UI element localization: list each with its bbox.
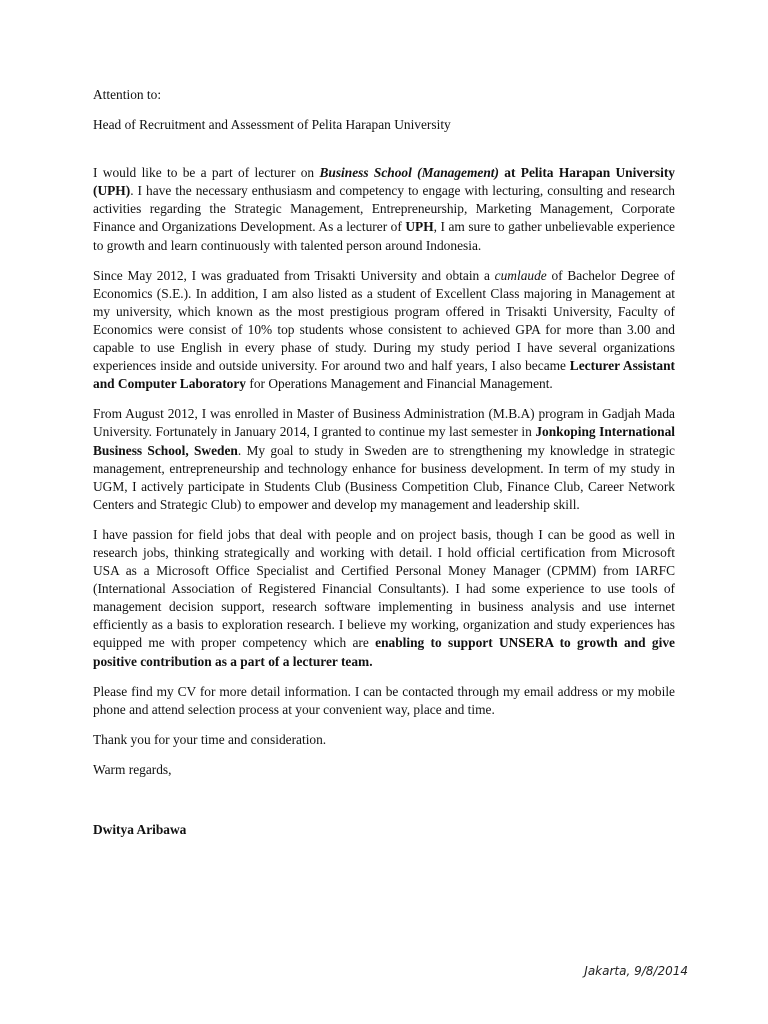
text-run: I have passion for field jobs that deal with people and on project basis, though I can be good as well in research jobs, thinking strategically and working with detail. I hold official certification from Microsoft USA as a Microsoft Office Specialist and Certified Personal Money Manager (CPMM) from IARFC (International Association of Registered Financial Consultants). I had some experience to use tools of management decision support, research software implementing in business analysis and use internet efficiently as a basis to exploration research. I believe my working, organization and study experiences has equipped me with proper competency which are [93,526,675,651]
text-run: Since May 2012, I was graduated from Trisakti University and obtain a [93,267,495,283]
emphasis-school: Business School (Management) [319,165,499,181]
paragraph-masters [93,405,675,514]
attention-line: Attention to: [93,87,162,102]
signature-text: Dwitya Aribawa [93,822,187,837]
text-run: . My goal to study in Sweden are to strengthening my knowledge in strategic management, entrepreneurship and technology enhance for business development. In term of my study in UGM, I actively participate in Students Club (Business Competition Club, Finance Club, Career Network Centers and Strategic Club) to empower and develop my management and leadership skill. [93,442,675,512]
paragraph-intro [93,164,675,254]
letter-body [93,86,675,839]
text-run: at [498,165,521,181]
emphasis-contribution: enabling to support UNSERA to growth and give positive contribution as a part of a lecturer team. [93,635,675,669]
paragraph-contact: Please find my CV for more detail information. I can be contacted through my email address or my mobile phone and attend selection process at your convenient way, place and time. [93,683,675,717]
text-run: . I have the necessary enthusiasm and competency to engage with lecturing, consulting and research activities regarding the Strategic Management, Entrepreneurship, Marketing Management, Corporate Finance and Organizations Development. As a lecturer of [93,183,675,235]
emphasis-cumlaude: cumlaude [494,267,547,283]
footer-date: Jakarta, 9/8/2014 [584,964,688,978]
paragraph-education [93,267,675,394]
recipient-line: Head of Recruitment and Assessment of Pelita Harapan University [93,117,451,133]
emphasis-university: Pelita Harapan University (UPH) [93,165,675,199]
emphasis-uph: UPH [405,219,434,235]
closing-line: Warm regards, [93,761,172,777]
paragraph-thanks: Thank you for your time and consideration. [93,731,327,747]
text-run: of Bachelor Degree of Economics (S.E.). In addition, I am also listed as a student of Excellent Class majoring in Management at my university, which known as the most prestigious program offered in Trisakti University, Faculty of Economics were consist of 10% top students whose consistent to achieved GPA for more than 3.00 and capable to use English in every phase of study. During my study period I have several organizations experiences inside and outside university. For around two and half years, I also became [93,267,676,374]
emphasis-jonkoping: Jonkoping International Business School, Sweden [93,424,675,458]
text-run: , I am sure to gather unbelievable experience to growth and learn continuously with talented person around Indonesia. [93,219,675,253]
signature-name [93,821,675,839]
text-run: From August 2012, I was enrolled in Master of Business Administration (M.B.A) program in Gadjah Mada University. Fortunately in January 2014, I granted to continue my last semester in [93,406,675,440]
text-run: for Operations Management and Financial Management. [246,376,553,392]
paragraph-passion [93,526,675,671]
emphasis-role: Lecturer Assistant and Computer Laboratory [93,358,676,392]
text-run: I would like to be a part of lecturer on [93,165,320,181]
